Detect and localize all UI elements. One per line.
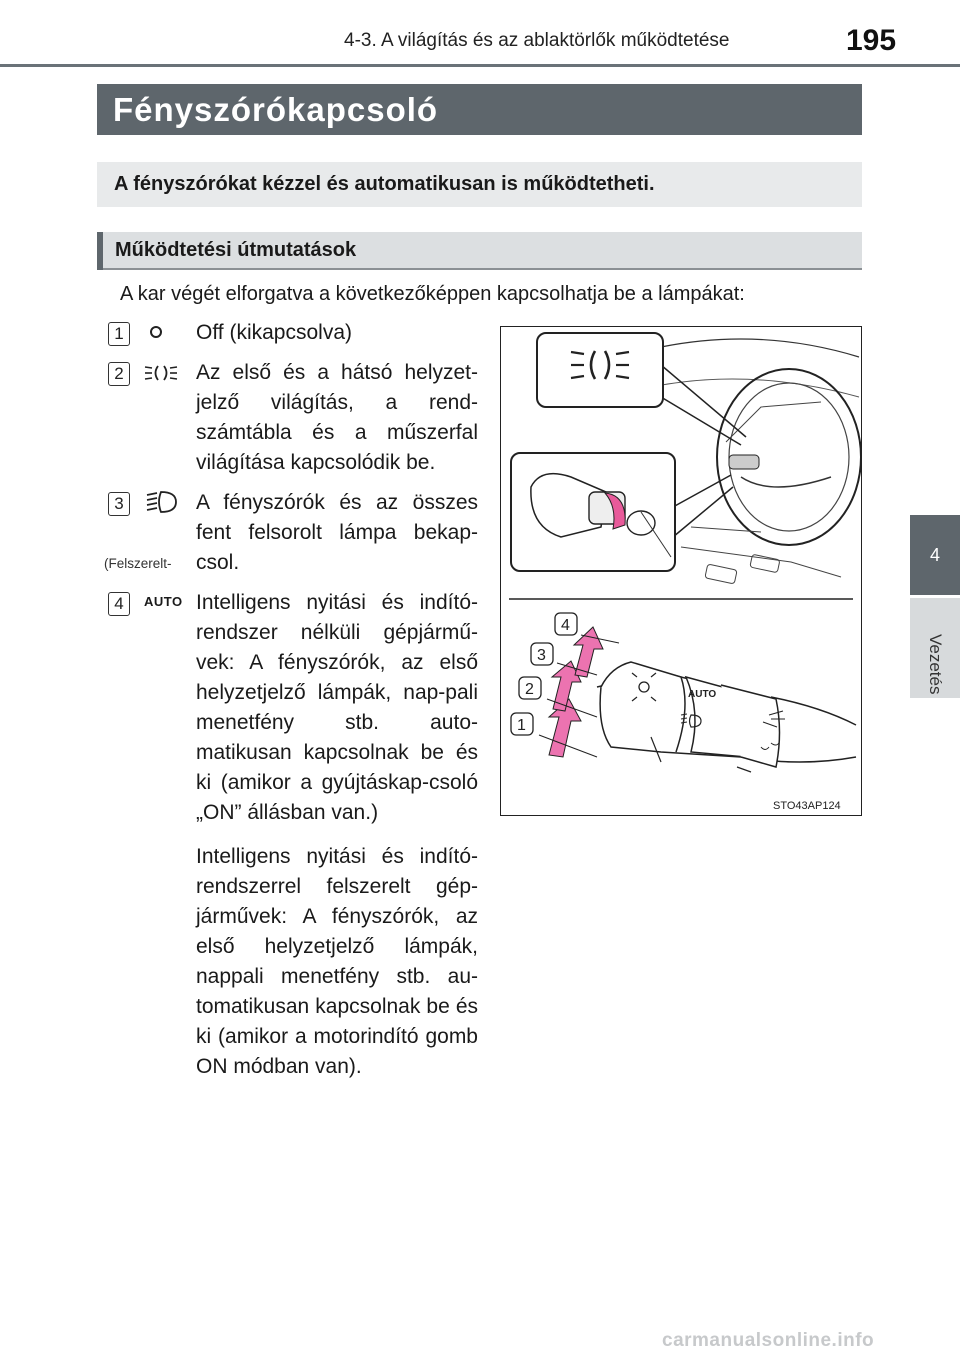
item-text-1: Off (kikapcsolva) — [196, 321, 352, 344]
section-title: Fényszórókapcsoló — [97, 84, 862, 135]
chapter-tab-number[interactable]: 4 — [910, 515, 960, 595]
callout-4: 4 — [561, 617, 570, 634]
switch-illustration — [501, 327, 861, 815]
parking-lights-icon — [143, 360, 179, 386]
header-rule — [0, 64, 960, 67]
extra-paragraph: Intelligens nyitási és indító-rendszerrel felszerelt gép-járművek: A fényszórók, az első helyzetjelző lámpák, nappali menetfény stb. au-tomatikusan kapcsolnak be és ki (amikor a motorindító gomb ON módban van). — [196, 845, 478, 1078]
intro-text: A kar végét elforgatva a következőképpen kapcsolhatja be a lámpákat: — [120, 283, 745, 305]
item-number-2: 2 — [108, 362, 130, 386]
equipment-note: (Felszerelt- — [104, 556, 172, 571]
off-circle-icon — [148, 324, 164, 340]
watermark[interactable]: carmanualsonline.info — [662, 1330, 875, 1351]
callout-2: 2 — [525, 681, 534, 698]
page-number: 195 — [846, 24, 897, 57]
running-header: 4-3. A világítás és az ablaktörlők működtetése — [344, 30, 730, 51]
item-number-3: 3 — [108, 492, 130, 516]
item-number-1: 1 — [108, 322, 130, 346]
headlight-switch-figure — [500, 326, 862, 816]
item-text-4: Intelligens nyitási és indító-rendszer nélküli gépjármű-vek: A fényszórók, az első helyzetjelző lámpák, nap-pali menetfény stb. auto-matikusan kapcsolnak be és ki (amikor a gyújtáskap-csoló „ON” állásban van.) — [196, 591, 478, 824]
figure-code: STO43AP124 — [773, 800, 841, 812]
section-lead: A fényszórókat kézzel és automatikusan is működtetheti. — [97, 162, 862, 207]
item-text-3: A fényszórók és az összes fent felsorolt lámpa bekap-csol. — [196, 491, 478, 574]
item-number-4: 4 — [108, 592, 130, 616]
callout-3: 3 — [537, 647, 546, 664]
subheading: Működtetési útmutatások — [97, 232, 862, 270]
switch-auto-label: AUTO — [688, 689, 717, 700]
chapter-tab-label: Vezetés — [926, 634, 945, 695]
headlight-icon — [145, 488, 179, 516]
item-text-2: Az első és a hátsó helyzet-jelző világítás, a rend-számtábla és a műszerfal világítása kapcsolódik be. — [196, 361, 478, 474]
auto-mode-icon: AUTO — [144, 594, 183, 609]
callout-1: 1 — [517, 717, 526, 734]
